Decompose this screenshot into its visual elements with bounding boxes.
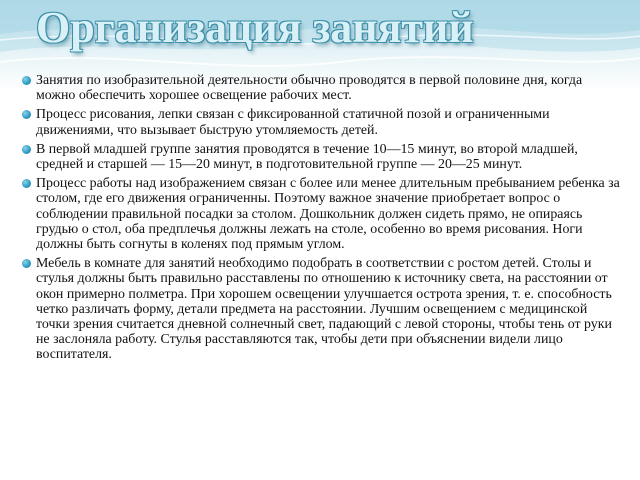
bullet-dot-icon xyxy=(22,76,31,85)
bullet-dot-icon xyxy=(22,259,31,268)
slide-title: Организация занятий xyxy=(36,3,474,52)
bullet-dot-icon xyxy=(22,145,31,154)
bullet-text: Процесс рисования, лепки связан с фиксированной статичной позой и ограниченными движениями, что вызывает быструю утомляемость детей. xyxy=(36,107,550,138)
bullet-text: Мебель в комнате для занятий необходимо подобрать в соответствии с ростом детей. Столы и стулья должны быть правильно расставлены по отношению к источнику света, на расстоянии от окон примерно полметра. При хорошем освещении улучшается острота зрения, т. е. способность четко различать форму, детали предмета на расстоянии. Лучшим освещением с медицинской точки зрения считается дневной солнечный свет, падающий с левой стороны, чтобы тень от руки не заслоняла работу. Стулья расставляются так, чтобы дети при объяснении видели лицо воспитателя. xyxy=(36,256,612,363)
bullet-item xyxy=(22,256,622,362)
bullet-text: Занятия по изобразительной деятельности обычно проводятся в первой половине дня, когда можно обеспечить хорошее освещение рабочих мест. xyxy=(36,73,583,104)
bullet-item xyxy=(22,142,622,172)
bullet-item xyxy=(22,73,622,103)
bullet-dot-icon xyxy=(22,110,31,119)
bullet-text: В первой младшей группе занятия проводятся в течение 10—15 минут, во второй младшей, средней и старшей — 15—20 минут, в подготовительной группе — 20—25 минут. xyxy=(36,141,578,173)
bullet-text: Процесс работы над изображением связан с более или менее длительным пребыванием ребенка за столом, где его движения ограниченны. Поэтому важное значение приобретает вопрос о соблюдении правильной посадки за столом. Дошкольник должен сидеть прямо, не опираясь грудью о стол, оба предплечья должны лежать на столе, особенно во время рисования. Ноги должны быть согнуты в коленях под прямым углом. xyxy=(36,176,620,253)
bullet-list xyxy=(22,73,622,367)
bullet-dot-icon xyxy=(22,179,31,188)
bullet-item xyxy=(22,107,622,137)
bullet-item xyxy=(22,176,622,252)
